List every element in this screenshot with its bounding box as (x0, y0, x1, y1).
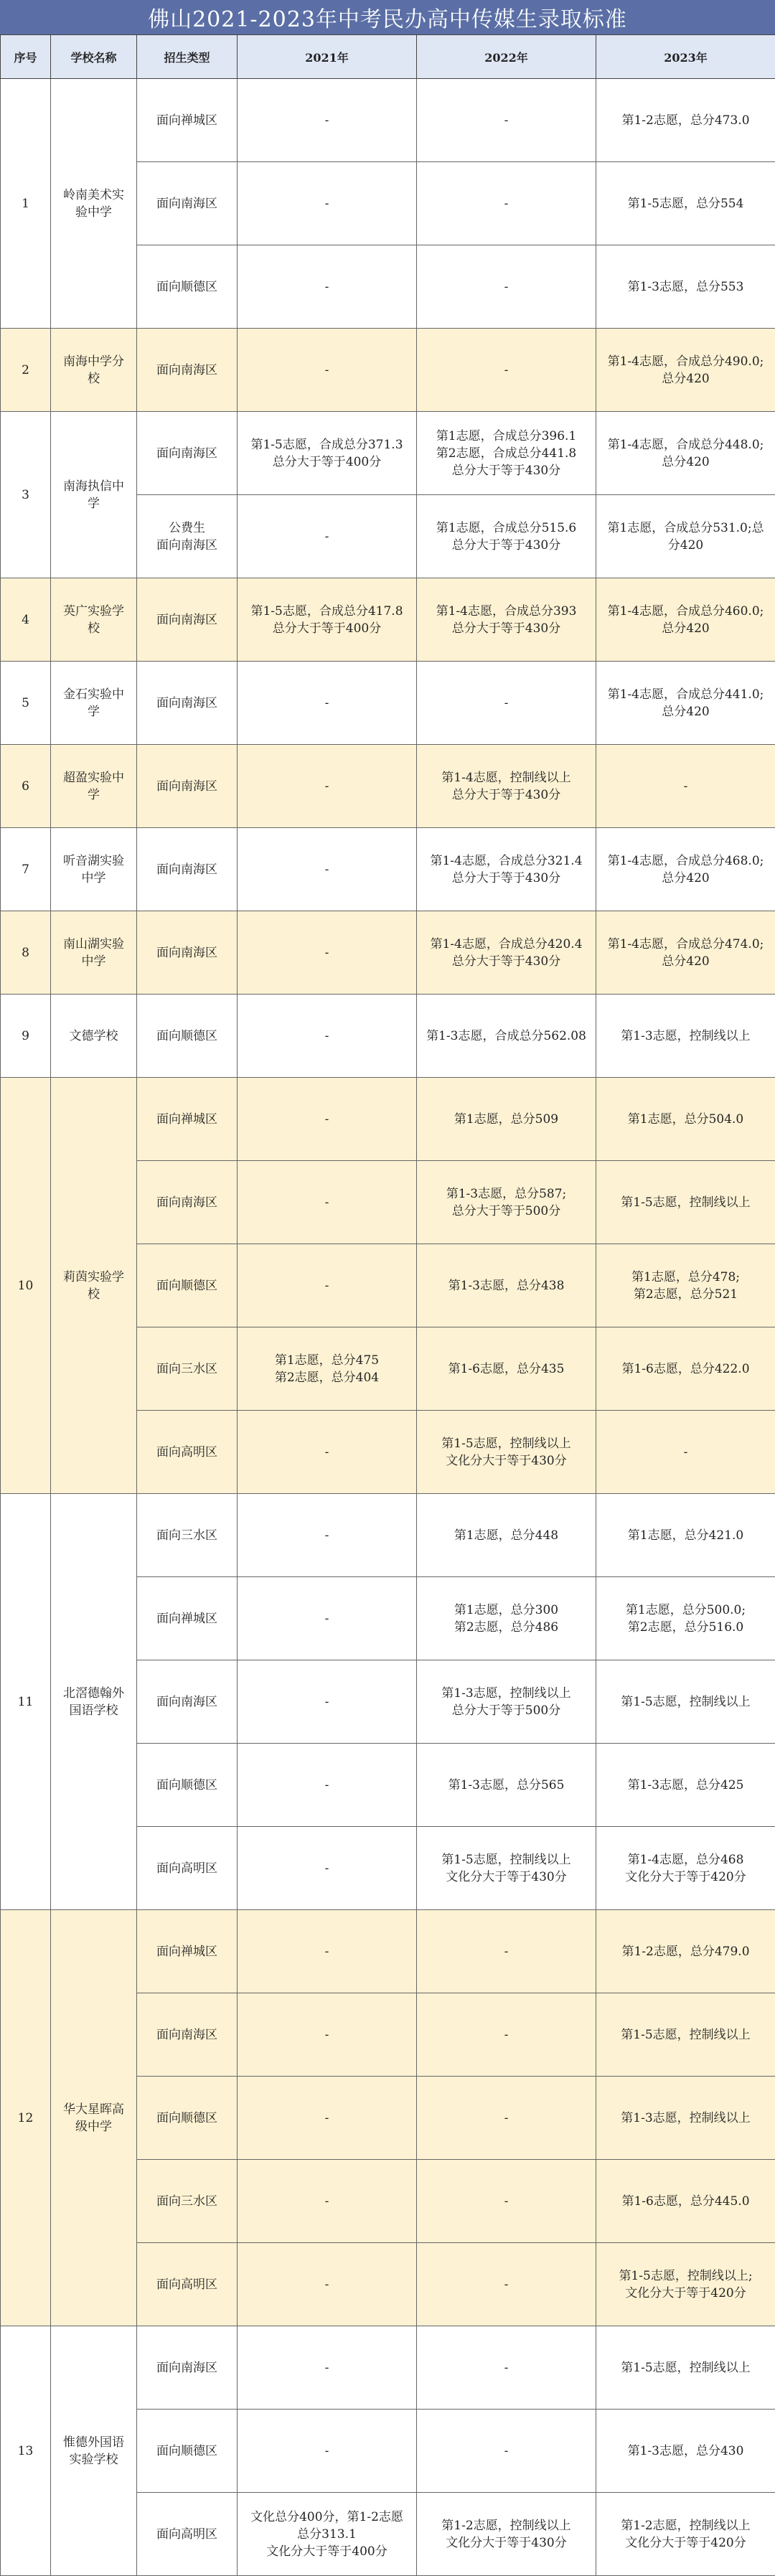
score-2021: - (238, 245, 417, 329)
header-type: 招生类型 (137, 35, 238, 79)
score-2023: 第1-5志愿，控制线以上 (596, 2326, 775, 2410)
score-2021: 第1-5志愿，合成总分417.8 总分大于等于400分 (238, 578, 417, 662)
table-row (1, 745, 775, 828)
score-2022: 第1-3志愿，总分565 (417, 1744, 596, 1827)
table-row (1, 995, 775, 1078)
score-2023: 第1志愿，总分500.0; 第2志愿，总分516.0 (596, 1577, 775, 1660)
score-2023: 第1-2志愿，总分473.0 (596, 79, 775, 162)
admission-type: 面向禅城区 (137, 1910, 238, 1993)
score-2022: - (417, 1910, 596, 1993)
score-2023: 第1-3志愿，总分430 (596, 2410, 775, 2493)
score-2022: 第1-2志愿，控制线以上 文化分大于等于430分 (417, 2493, 596, 2576)
admission-type: 面向南海区 (137, 162, 238, 245)
score-2022: 第1-4志愿，合成总分393 总分大于等于430分 (417, 578, 596, 662)
score-2023: 第1-3志愿，总分425 (596, 1744, 775, 1827)
table-row (1, 1494, 775, 1577)
row-number: 6 (1, 745, 51, 828)
score-2021: - (238, 1744, 417, 1827)
score-2023: 第1-5志愿，控制线以上 (596, 1660, 775, 1744)
score-2023: 第1-6志愿，总分445.0 (596, 2160, 775, 2243)
admission-type: 面向三水区 (137, 2160, 238, 2243)
school-name: 英广实验学 校 (51, 578, 137, 662)
score-2023: 第1志愿，总分478; 第2志愿，总分521 (596, 1244, 775, 1327)
score-2022: 第1-6志愿，总分435 (417, 1327, 596, 1411)
score-2022: 第1-3志愿，控制线以上 总分大于等于500分 (417, 1660, 596, 1744)
admission-type: 面向禅城区 (137, 1577, 238, 1660)
row-number: 5 (1, 662, 51, 745)
header-school: 学校名称 (51, 35, 137, 79)
score-2022: - (417, 2160, 596, 2243)
score-2021: - (238, 2160, 417, 2243)
admission-type: 面向南海区 (137, 911, 238, 995)
score-2022: 第1-3志愿，总分438 (417, 1244, 596, 1327)
score-2022: 第1志愿，合成总分396.1 第2志愿，合成总分441.8 总分大于等于430分 (417, 412, 596, 495)
admission-type: 面向顺德区 (137, 1744, 238, 1827)
score-2021: - (238, 1244, 417, 1327)
school-name: 文德学校 (51, 995, 137, 1078)
score-2021: - (238, 1660, 417, 1744)
score-2023: 第1-4志愿，合成总分490.0; 总分420 (596, 329, 775, 412)
admission-type: 面向南海区 (137, 1993, 238, 2077)
score-2021: - (238, 495, 417, 578)
school-name: 华大星晖高 级中学 (51, 1910, 137, 2326)
score-2022: - (417, 2326, 596, 2410)
score-2021: - (238, 329, 417, 412)
score-2022: 第1志愿，总分448 (417, 1494, 596, 1577)
score-2023: 第1-4志愿，合成总分474.0; 总分420 (596, 911, 775, 995)
score-2021: - (238, 1078, 417, 1161)
row-number: 2 (1, 329, 51, 412)
table-row (1, 911, 775, 995)
score-2022: - (417, 1993, 596, 2077)
row-number: 1 (1, 79, 51, 329)
school-name: 超盈实验中 学 (51, 745, 137, 828)
header-num: 序号 (1, 35, 51, 79)
table-row (1, 412, 775, 495)
score-2021: - (238, 162, 417, 245)
score-2022: - (417, 2077, 596, 2160)
row-number: 11 (1, 1494, 51, 1910)
score-2022: 第1志愿，合成总分515.6 总分大于等于430分 (417, 495, 596, 578)
score-2022: 第1-3志愿，总分587; 总分大于等于500分 (417, 1161, 596, 1244)
admission-type: 面向顺德区 (137, 995, 238, 1078)
score-2022: 第1-4志愿，合成总分321.4 总分大于等于430分 (417, 828, 596, 911)
admission-type: 面向南海区 (137, 1161, 238, 1244)
score-2021: - (238, 2077, 417, 2160)
score-2023: 第1-3志愿，控制线以上 (596, 995, 775, 1078)
score-2021: - (238, 1411, 417, 1494)
admission-type: 面向南海区 (137, 828, 238, 911)
score-2023: 第1-2志愿，控制线以上 文化分大于等于420分 (596, 2493, 775, 2576)
admission-type: 面向南海区 (137, 412, 238, 495)
score-2023: 第1-2志愿，总分479.0 (596, 1910, 775, 1993)
score-2023: - (596, 745, 775, 828)
admission-type: 面向南海区 (137, 2326, 238, 2410)
admission-type: 面向高明区 (137, 2243, 238, 2326)
admission-type: 面向高明区 (137, 2493, 238, 2576)
score-2021: - (238, 1993, 417, 2077)
score-2022: - (417, 162, 596, 245)
admission-type: 面向顺德区 (137, 2410, 238, 2493)
score-2021: - (238, 911, 417, 995)
school-name: 北滘德翰外 国语学校 (51, 1494, 137, 1910)
school-name: 听音湖实验 中学 (51, 828, 137, 911)
school-name: 莉茵实验学 校 (51, 1078, 137, 1494)
score-2023: 第1-4志愿，合成总分448.0; 总分420 (596, 412, 775, 495)
header-2021: 2021年 (238, 35, 417, 79)
school-name: 南海中学分 校 (51, 329, 137, 412)
table-row (1, 329, 775, 412)
score-2022: - (417, 329, 596, 412)
score-2021: - (238, 662, 417, 745)
admission-type: 面向南海区 (137, 662, 238, 745)
score-2022: 第1-5志愿，控制线以上 文化分大于等于430分 (417, 1827, 596, 1910)
table-row (1, 828, 775, 911)
table-row (1, 578, 775, 662)
score-2022: 第1-4志愿，控制线以上 总分大于等于430分 (417, 745, 596, 828)
score-2023: - (596, 1411, 775, 1494)
score-2021: 文化总分400分，第1-2志愿 总分313.1 文化分大于等于400分 (238, 2493, 417, 2576)
score-2022: - (417, 662, 596, 745)
score-2021: - (238, 79, 417, 162)
admission-type: 面向顺德区 (137, 1244, 238, 1327)
score-2023: 第1-5志愿，控制线以上; 文化分大于等于420分 (596, 2243, 775, 2326)
row-number: 9 (1, 995, 51, 1078)
admission-type: 面向高明区 (137, 1827, 238, 1910)
score-2021: 第1-5志愿，合成总分371.3 总分大于等于400分 (238, 412, 417, 495)
score-2023: 第1-5志愿，控制线以上 (596, 1161, 775, 1244)
score-2023: 第1志愿，合成总分531.0;总 分420 (596, 495, 775, 578)
score-2023: 第1-4志愿，总分468 文化分大于等于420分 (596, 1827, 775, 1910)
header-2023: 2023年 (596, 35, 775, 79)
table-row (1, 662, 775, 745)
score-2022: - (417, 79, 596, 162)
score-2023: 第1志愿，总分504.0 (596, 1078, 775, 1161)
score-2023: 第1-6志愿，总分422.0 (596, 1327, 775, 1411)
score-2021: - (238, 2410, 417, 2493)
score-2021: - (238, 828, 417, 911)
score-2021: - (238, 1161, 417, 1244)
admission-type: 面向南海区 (137, 329, 238, 412)
row-number: 3 (1, 412, 51, 578)
score-2021: - (238, 1910, 417, 1993)
row-number: 10 (1, 1078, 51, 1494)
score-2021: - (238, 2326, 417, 2410)
admission-type: 面向三水区 (137, 1327, 238, 1411)
admission-table (0, 34, 775, 2576)
score-2023: 第1-4志愿，合成总分468.0; 总分420 (596, 828, 775, 911)
score-2021: 第1志愿，总分475 第2志愿，总分404 (238, 1327, 417, 1411)
score-2023: 第1志愿，总分421.0 (596, 1494, 775, 1577)
school-name: 南山湖实验 中学 (51, 911, 137, 995)
page-title: 佛山2021-2023年中考民办高中传媒生录取标准 (0, 0, 775, 34)
score-2022: - (417, 245, 596, 329)
school-name: 金石实验中 学 (51, 662, 137, 745)
row-number: 13 (1, 2326, 51, 2576)
score-2022: 第1-3志愿，合成总分562.08 (417, 995, 596, 1078)
admission-type: 面向高明区 (137, 1411, 238, 1494)
score-2021: - (238, 1494, 417, 1577)
score-2023: 第1-3志愿，总分553 (596, 245, 775, 329)
table-body (1, 79, 775, 2576)
admission-type: 面向顺德区 (137, 2077, 238, 2160)
score-2023: 第1-5志愿，控制线以上 (596, 1993, 775, 2077)
row-number: 7 (1, 828, 51, 911)
score-2021: - (238, 1577, 417, 1660)
school-name: 南海执信中 学 (51, 412, 137, 578)
score-2022: - (417, 2243, 596, 2326)
score-2021: - (238, 2243, 417, 2326)
score-2023: 第1-4志愿，合成总分441.0; 总分420 (596, 662, 775, 745)
score-2022: - (417, 2410, 596, 2493)
table-row (1, 1078, 775, 1161)
table-row (1, 79, 775, 162)
row-number: 12 (1, 1910, 51, 2326)
table-row (1, 2326, 775, 2410)
admission-type: 面向南海区 (137, 745, 238, 828)
score-2023: 第1-3志愿，控制线以上 (596, 2077, 775, 2160)
admission-type: 面向南海区 (137, 1660, 238, 1744)
table-row (1, 1910, 775, 1993)
header-2022: 2022年 (417, 35, 596, 79)
admission-type: 面向三水区 (137, 1494, 238, 1577)
score-2021: - (238, 995, 417, 1078)
row-number: 4 (1, 578, 51, 662)
score-2023: 第1-4志愿，合成总分460.0; 总分420 (596, 578, 775, 662)
admission-type: 面向禅城区 (137, 79, 238, 162)
school-name: 岭南美术实 验中学 (51, 79, 137, 329)
header-row (1, 35, 775, 79)
score-2022: 第1-4志愿，合成总分420.4 总分大于等于430分 (417, 911, 596, 995)
admission-type: 面向南海区 (137, 578, 238, 662)
admission-type: 面向顺德区 (137, 245, 238, 329)
score-2023: 第1-5志愿，总分554 (596, 162, 775, 245)
admission-type: 面向禅城区 (137, 1078, 238, 1161)
row-number: 8 (1, 911, 51, 995)
score-2021: - (238, 745, 417, 828)
score-2021: - (238, 1827, 417, 1910)
admission-type: 公费生 面向南海区 (137, 495, 238, 578)
score-2022: 第1-5志愿，控制线以上 文化分大于等于430分 (417, 1411, 596, 1494)
school-name: 惟德外国语 实验学校 (51, 2326, 137, 2576)
score-2022: 第1志愿，总分300 第2志愿，总分486 (417, 1577, 596, 1660)
score-2022: 第1志愿，总分509 (417, 1078, 596, 1161)
